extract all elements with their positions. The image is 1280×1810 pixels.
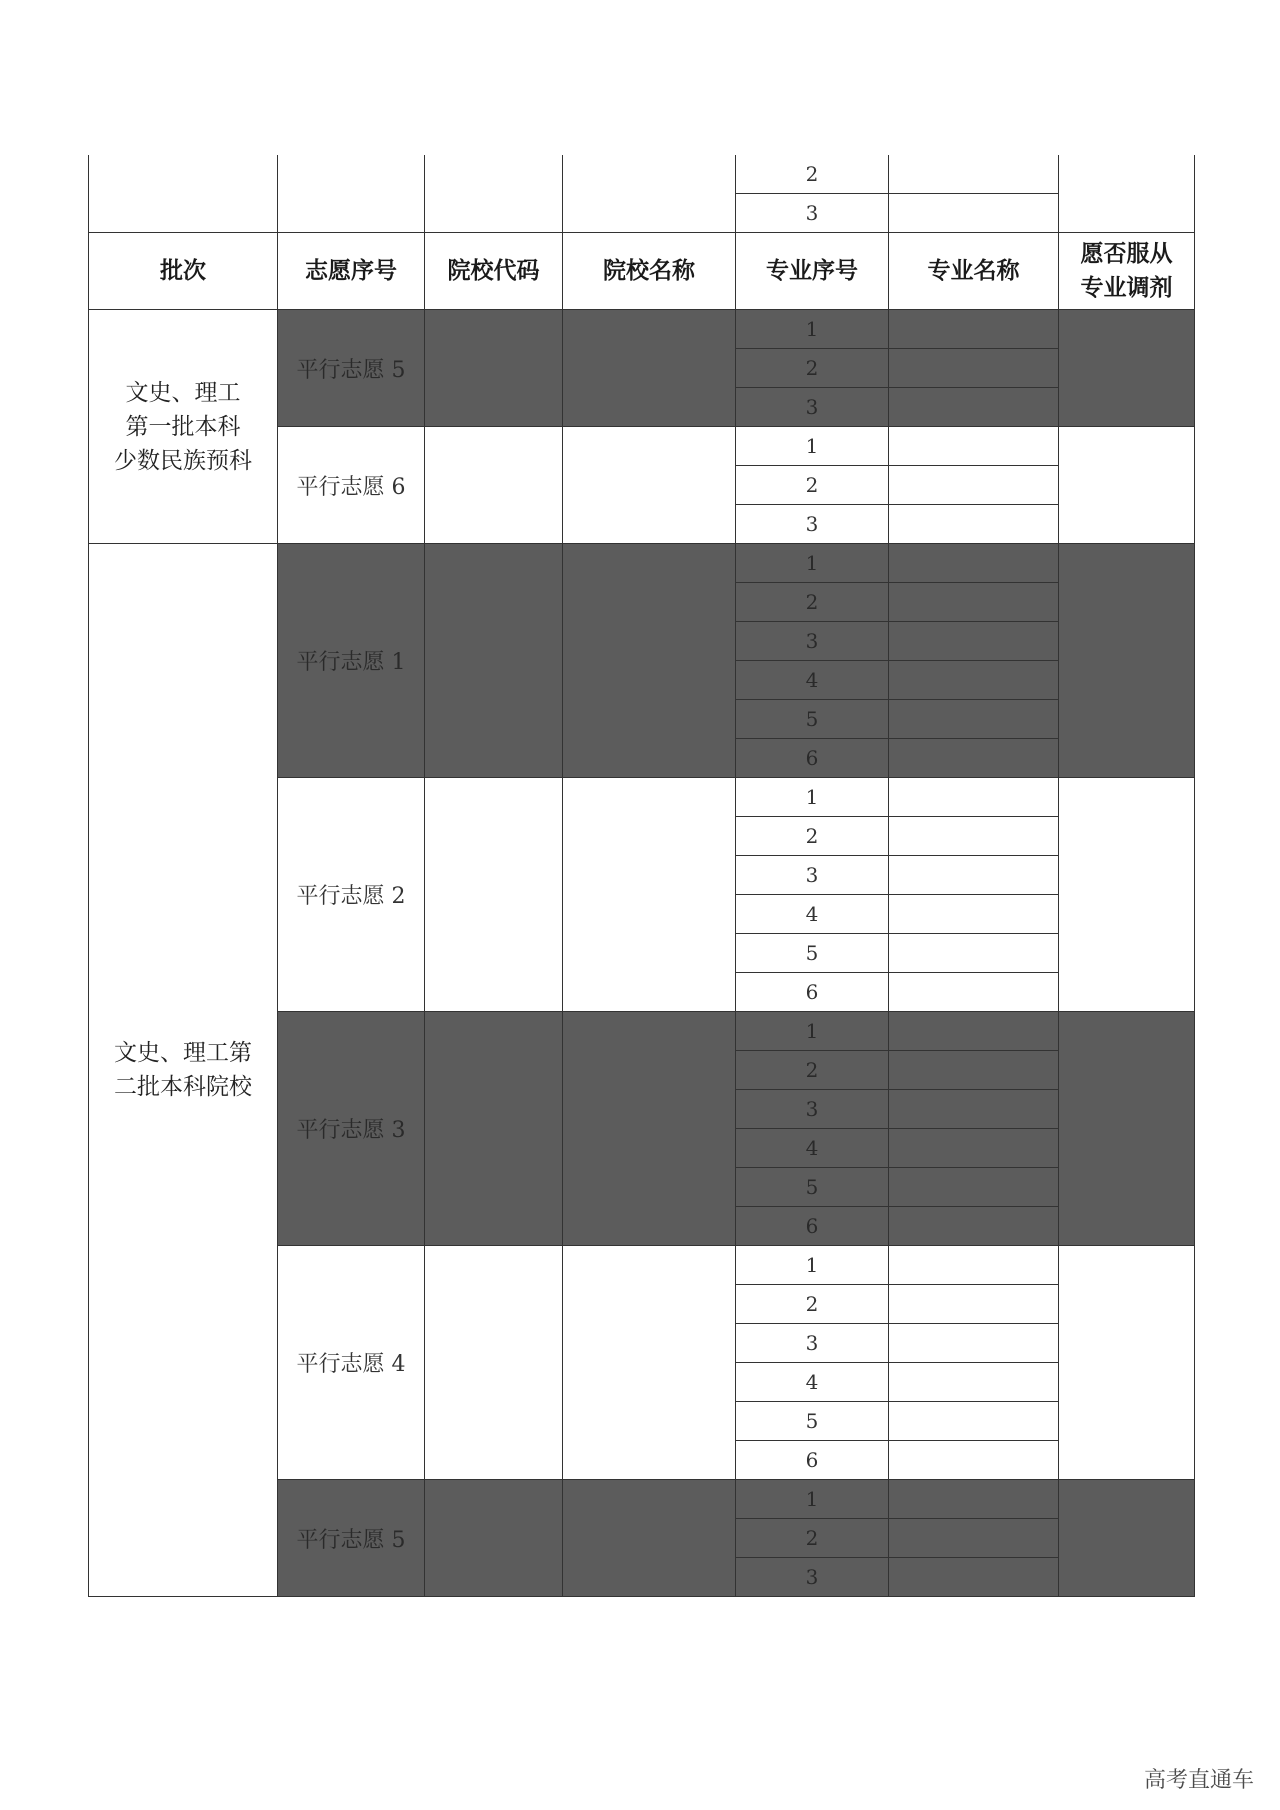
- major-seq-cell: 1: [736, 1246, 889, 1285]
- major-name-input[interactable]: [889, 388, 1059, 427]
- batch-label-line: 文史、理工第: [114, 1040, 252, 1066]
- adjust-input[interactable]: [1059, 778, 1195, 1012]
- major-seq-cell: 3: [736, 194, 889, 233]
- continuation-school-cell[interactable]: [563, 155, 736, 233]
- major-seq-cell: 1: [736, 544, 889, 583]
- major-name-input[interactable]: [889, 622, 1059, 661]
- major-seq-cell: 5: [736, 1168, 889, 1207]
- major-name-input[interactable]: [889, 700, 1059, 739]
- choice-label: 平行志愿 1: [278, 544, 425, 778]
- major-name-input[interactable]: [889, 1090, 1059, 1129]
- major-seq-cell: 4: [736, 895, 889, 934]
- choice-label: 平行志愿 5: [278, 1480, 425, 1597]
- major-name-input[interactable]: [889, 1285, 1059, 1324]
- major-name-input[interactable]: [889, 1012, 1059, 1051]
- choice-label: 平行志愿 4: [278, 1246, 425, 1480]
- continuation-choice-cell[interactable]: [278, 155, 425, 233]
- major-seq-cell: 1: [736, 427, 889, 466]
- adjust-input[interactable]: [1059, 427, 1195, 544]
- batch-label: [89, 544, 278, 1597]
- choice-label: 平行志愿 3: [278, 1012, 425, 1246]
- major-name-input[interactable]: [889, 739, 1059, 778]
- major-seq-cell: 1: [736, 1480, 889, 1519]
- major-seq-cell: 3: [736, 1324, 889, 1363]
- major-seq-cell: 6: [736, 973, 889, 1012]
- major-name-input[interactable]: [889, 934, 1059, 973]
- form-row: [89, 544, 1195, 583]
- continuation-code-cell[interactable]: [425, 155, 563, 233]
- major-name-input[interactable]: [889, 1441, 1059, 1480]
- header-adjust: [1059, 233, 1195, 310]
- major-name-input[interactable]: [889, 583, 1059, 622]
- major-seq-cell: 2: [736, 155, 889, 194]
- major-seq-cell: 6: [736, 1207, 889, 1246]
- major-seq-cell: 6: [736, 739, 889, 778]
- major-name-input[interactable]: [889, 1480, 1059, 1519]
- major-name-input[interactable]: [889, 349, 1059, 388]
- major-name-input[interactable]: [889, 505, 1059, 544]
- major-name-input[interactable]: [889, 1168, 1059, 1207]
- major-seq-cell: 3: [736, 388, 889, 427]
- major-seq-cell: 5: [736, 1402, 889, 1441]
- batch-label-line: 少数民族预科: [114, 447, 252, 474]
- school-code-input[interactable]: [425, 1246, 563, 1480]
- school-code-input[interactable]: [425, 778, 563, 1012]
- header-school: 院校名称: [563, 233, 736, 310]
- watermark-text: 高考直通车: [1143, 1768, 1254, 1793]
- adjust-input[interactable]: [1059, 544, 1195, 778]
- school-code-input[interactable]: [425, 427, 563, 544]
- major-seq-cell: 2: [736, 1285, 889, 1324]
- school-name-input[interactable]: [563, 1012, 736, 1246]
- major-name-input[interactable]: [889, 973, 1059, 1012]
- major-name-input[interactable]: [889, 1402, 1059, 1441]
- major-name-input[interactable]: [889, 856, 1059, 895]
- major-seq-cell: 3: [736, 856, 889, 895]
- major-name-input[interactable]: [889, 1519, 1059, 1558]
- adjust-input[interactable]: [1059, 1480, 1195, 1597]
- major-seq-cell: 3: [736, 505, 889, 544]
- adjust-input[interactable]: [1059, 310, 1195, 427]
- major-seq-cell: 2: [736, 349, 889, 388]
- major-name-input[interactable]: [889, 661, 1059, 700]
- major-seq-cell: 4: [736, 661, 889, 700]
- school-name-input[interactable]: [563, 778, 736, 1012]
- continuation-row: [89, 155, 1195, 194]
- major-name-input[interactable]: [889, 466, 1059, 505]
- major-name-input[interactable]: [889, 1051, 1059, 1090]
- batch-label-line: 二批本科院校: [114, 1074, 252, 1100]
- header-major-seq: 专业序号: [736, 233, 889, 310]
- major-seq-cell: 3: [736, 622, 889, 661]
- major-name-input[interactable]: [889, 1129, 1059, 1168]
- header-adjust-line2: 专业调剂: [1080, 275, 1173, 301]
- major-name-input[interactable]: [889, 1246, 1059, 1285]
- form-body: [89, 155, 1195, 1597]
- school-name-input[interactable]: [563, 310, 736, 427]
- major-name-input[interactable]: [889, 1363, 1059, 1402]
- major-name-input[interactable]: [889, 427, 1059, 466]
- major-seq-cell: 3: [736, 1090, 889, 1129]
- school-name-input[interactable]: [563, 1480, 736, 1597]
- major-seq-cell: 2: [736, 1051, 889, 1090]
- school-code-input[interactable]: [425, 544, 563, 778]
- school-name-input[interactable]: [563, 427, 736, 544]
- major-name-input[interactable]: [889, 895, 1059, 934]
- adjust-input[interactable]: [1059, 155, 1195, 233]
- major-seq-cell: 6: [736, 1441, 889, 1480]
- header-code: 院校代码: [425, 233, 563, 310]
- major-seq-cell: 2: [736, 466, 889, 505]
- major-name-input[interactable]: [889, 1324, 1059, 1363]
- form-row: [89, 310, 1195, 349]
- batch-label-line: 第一批本科: [125, 413, 241, 440]
- school-code-input[interactable]: [425, 1012, 563, 1246]
- major-name-input[interactable]: [889, 544, 1059, 583]
- adjust-input[interactable]: [1059, 1012, 1195, 1246]
- major-seq-cell: 2: [736, 1519, 889, 1558]
- major-seq-cell: 1: [736, 1012, 889, 1051]
- major-seq-cell: 2: [736, 817, 889, 856]
- major-seq-cell: 5: [736, 700, 889, 739]
- major-name-input[interactable]: [889, 817, 1059, 856]
- major-name-input[interactable]: [889, 1558, 1059, 1597]
- header-major-name: 专业名称: [889, 233, 1059, 310]
- major-seq-cell: 4: [736, 1129, 889, 1168]
- choice-label: 平行志愿 5: [278, 310, 425, 427]
- major-name-input[interactable]: [889, 1207, 1059, 1246]
- volunteer-form-table: [88, 155, 1195, 1597]
- school-code-input[interactable]: [425, 1480, 563, 1597]
- major-name-input[interactable]: [889, 778, 1059, 817]
- major-name-input[interactable]: [889, 310, 1059, 349]
- major-seq-cell: 1: [736, 310, 889, 349]
- header-batch: 批次: [89, 233, 278, 310]
- batch-label-line: 文史、理工: [125, 379, 241, 406]
- choice-label: 平行志愿 2: [278, 778, 425, 1012]
- major-seq-cell: 4: [736, 1363, 889, 1402]
- batch-label: [89, 310, 278, 544]
- school-name-input[interactable]: [563, 544, 736, 778]
- header-row: [89, 233, 1195, 310]
- header-adjust-line1: 愿否服从: [1080, 241, 1173, 267]
- major-seq-cell: 1: [736, 778, 889, 817]
- school-name-input[interactable]: [563, 1246, 736, 1480]
- major-seq-cell: 5: [736, 934, 889, 973]
- major-seq-cell: 3: [736, 1558, 889, 1597]
- major-name-input[interactable]: [889, 155, 1059, 194]
- major-name-input[interactable]: [889, 194, 1059, 233]
- adjust-input[interactable]: [1059, 1246, 1195, 1480]
- continuation-batch-cell[interactable]: [89, 155, 278, 233]
- school-code-input[interactable]: [425, 310, 563, 427]
- major-seq-cell: 2: [736, 583, 889, 622]
- choice-label: 平行志愿 6: [278, 427, 425, 544]
- header-choice: 志愿序号: [278, 233, 425, 310]
